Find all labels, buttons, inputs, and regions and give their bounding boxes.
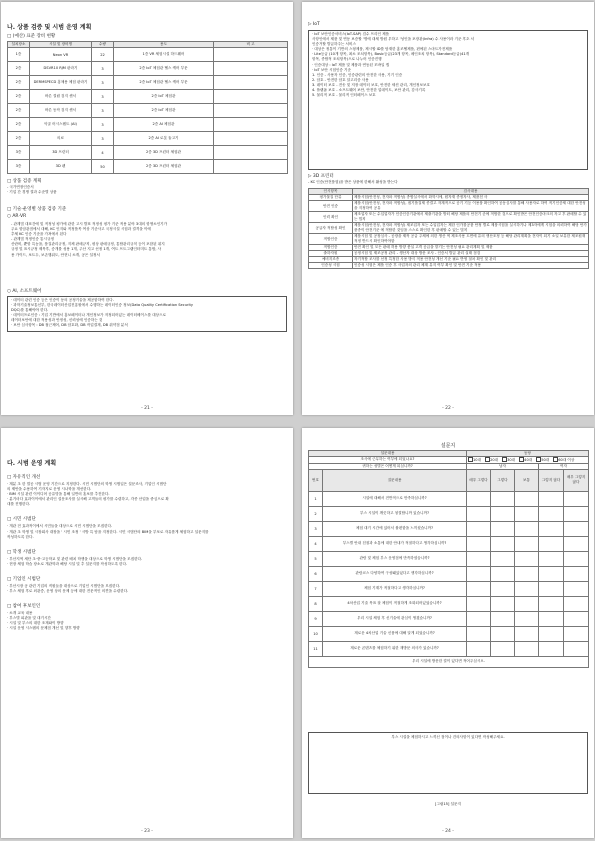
text-line: · 소개 교육 내용 (7, 611, 33, 616)
question-head-cell: 그렇지 않다 (539, 469, 564, 491)
table-cell: 2층 (8, 76, 30, 90)
answer-cell[interactable] (467, 581, 491, 596)
text-line: 4. 플랫폼 보호 - 소프트웨어 보안, 안전한 업데이트, 보안 관리, 감사기록 (312, 88, 426, 93)
table-cell: 22 (92, 48, 114, 62)
text-line: · IoT 보안인증서비스(IoT-SAP) 검수 프리인 제품 (312, 32, 390, 36)
table-cell (214, 90, 288, 104)
kc-cell: 안전 인증 (309, 201, 353, 212)
text-line: · 시설 운영 시스템의 문제점 개선 및 향후 방향 (7, 626, 80, 631)
answer-cell[interactable] (467, 536, 491, 551)
text-line: 항목, 종합적 조치항목)으로 나누어 인증진행 (312, 57, 382, 62)
kc-cell: 안전 확인 및 모든 판매 허용 방향 충실 고객 공급을 맡기는 안전성 필요 관리계획 및 제품 (353, 245, 589, 251)
answer-cell[interactable] (515, 521, 539, 536)
table-cell: 2층 AI 로봇 둘고기 (114, 132, 214, 146)
table-header-cell: 설치장소 (8, 42, 30, 48)
plan-block (7, 516, 287, 539)
table-row (8, 62, 288, 76)
text-line: 1. 인증 - 사용자 인증, 인증관련의 안전한 사용, 기기 인증 (312, 72, 403, 77)
table-caption: □ (예산) 표준 장비 현황 (7, 34, 56, 39)
page-number: - 22 - (442, 406, 454, 411)
page-22 (302, 2, 594, 415)
question-text: 4차산업 기술 목표 잘 체험이 적절하게 조화되어있었습니까? (323, 596, 467, 611)
question-head-cell: 매우 그렇다 (467, 469, 491, 491)
answer-cell[interactable] (491, 566, 515, 581)
age-option[interactable] (502, 458, 515, 462)
answer-cell[interactable] (467, 596, 491, 611)
question-text: 체험 대기 시간에 있어서 불편함을 느끼셨습니까? (323, 521, 467, 536)
plan-block-lines (7, 584, 287, 594)
answer-cell[interactable] (539, 536, 564, 551)
answer-cell[interactable] (467, 506, 491, 521)
answer-cell[interactable] (539, 506, 564, 521)
thanks-text: 우리 시설에 방문한 결이 있다면 적어주십시오. (309, 656, 589, 667)
answer-cell[interactable] (539, 521, 564, 536)
table-row (8, 76, 288, 90)
kc-row (309, 223, 589, 234)
answer-cell[interactable] (539, 551, 564, 566)
arvr-lines (11, 222, 287, 258)
iot-head: ▷ IoT (308, 22, 320, 27)
question-text: 우리 시설 체험 후 신기술에 관심이 생겼습니까? (323, 611, 467, 626)
question-text: 체험 기계가 적절하다고 생각하십니까? (323, 581, 467, 596)
answer-cell[interactable] (564, 506, 589, 521)
table-cell: 3D 프린터 (30, 146, 92, 160)
age-option-label: 30대 (507, 457, 516, 462)
plan-block-title: □ 기업인 시범단 (7, 576, 41, 582)
arvr-subtitle: ○ AR·VR (7, 214, 27, 219)
comment-box[interactable] (308, 732, 588, 794)
answer-cell[interactable] (515, 551, 539, 566)
text-line: 의 제안을 수용하여 기자지로 운영 시나학을 개선한다. (7, 487, 92, 492)
kc-header-cell: 인시항목 (309, 189, 353, 195)
text-line: 대를 진행한다. (7, 502, 31, 507)
page-number: - 24 - (442, 829, 454, 834)
text-line: 5. 물리적 보호 - 물리적 인터페이스 보호 (312, 93, 376, 98)
age-option[interactable] (536, 458, 549, 462)
plan-block-lines (7, 557, 287, 567)
answer-cell[interactable] (515, 506, 539, 521)
kc-cell: 제품시험 및 공장심사 - 공장을 제작 공급 주체에 의한 생산 역 제조사용 도면에 유의 생산조정 등 해당 관리계획을 전자이 되기 소일 보유한 제조원재 적정 반드시 확인하여야함 (353, 234, 589, 245)
figure-caption: [그림15] 설문지 (435, 802, 461, 806)
text-line: DQC)를 통해야야 한다. (11, 308, 49, 313)
question-head-cell: 번호 (309, 469, 323, 491)
answer-cell[interactable] (564, 521, 589, 536)
plan-block-lines (7, 482, 287, 507)
plan-block-title: □ 자유직인 개선 (7, 475, 41, 480)
answer-cell[interactable] (564, 581, 589, 596)
text-line: 작성하도록 한다. (7, 534, 34, 539)
text-line: 추체 KC 인증 기준을 가져에서 된다 (11, 232, 67, 237)
page-21 (1, 2, 293, 415)
kc-title: - KC 인증(안전품험)을 받은 상품에 한해서 활성을 받는다 (308, 180, 398, 184)
question-row (309, 596, 589, 611)
table-cell: 50 (92, 160, 114, 174)
table-cell: 3층 (8, 146, 30, 160)
age-question: 조사에 근무하는 여부에 되었나요? (309, 457, 467, 464)
respondent-label: 설문대용 (309, 451, 467, 457)
table-cell (214, 62, 288, 76)
comment-lead: 부스 시설을 체험하시고 느끼신 점이나 건의사항이 있다면 작성해주세요. (391, 735, 505, 739)
kc-table (308, 188, 589, 269)
answer-cell[interactable] (515, 536, 539, 551)
kc-row (309, 201, 589, 212)
text-line: · 인증대상 : IoT 제품 및 제품과 연동된 모바일 앱 (312, 62, 390, 67)
kc-row (309, 263, 589, 269)
ai-lines (11, 298, 283, 329)
question-number: 5 (309, 551, 323, 566)
text-line: 사항인에서 제품 및 연동 보증할 '명에 대체 방원 우하고 '성인을 포장관(Infra) 수 사용이라 기준 후초 서 (312, 37, 475, 42)
answer-cell[interactable] (539, 611, 564, 626)
section-title: 나. 상품 검증 및 시범 운영 계획 (7, 24, 92, 31)
kc-cell: 적합인증 (309, 234, 353, 245)
verify-title: □ 상품 검증 계획 (7, 179, 42, 184)
gender-male[interactable]: 남자 (467, 463, 539, 469)
table-cell: 의료 (30, 132, 92, 146)
answer-cell[interactable] (491, 536, 515, 551)
question-text: 관람코스 다양하여 구성돼있었다고 생각하십니까? (323, 566, 467, 581)
answer-cell[interactable] (515, 641, 539, 656)
plan-block (7, 549, 287, 567)
kc-row (309, 212, 589, 223)
answer-cell[interactable] (467, 611, 491, 626)
text-line: · 기업 간 경쟁 결과 수준별 상품 (7, 190, 57, 195)
age-option[interactable] (519, 458, 532, 462)
answer-cell[interactable] (539, 566, 564, 581)
answer-cell[interactable] (491, 626, 515, 641)
table-header-cell: 수량 (92, 42, 114, 48)
answer-cell[interactable] (515, 596, 539, 611)
answer-cell[interactable] (539, 581, 564, 596)
3d-subtitle: ▷ 3D 프린터 (308, 174, 334, 179)
table-cell: 3D 펜 (30, 160, 92, 174)
kc-cell: 출하자원 (309, 251, 353, 257)
plan-block-title: □ 참여 후보인인 (7, 604, 41, 610)
text-line: · 데이터프로인증 : 기업 기반에서 홍보페이터나 개인정보가 저정되어있는 데이터베이스를 대상으로 (11, 313, 166, 318)
kc-cell: 제품시험(안전성, 전자파 적합성) 종합실시에서 화학시에, 원자재 종정자사, 제품천 사 (353, 195, 589, 201)
page-number: - 21 - (141, 406, 153, 411)
answer-cell[interactable] (539, 626, 564, 641)
question-head-cell: 그렇다 (491, 469, 515, 491)
ai-subtitle: ○ AI, 소프트웨어 (7, 289, 42, 294)
answer-cell[interactable] (491, 581, 515, 596)
answer-cell[interactable] (564, 491, 589, 506)
gender-female[interactable]: 여자 (539, 463, 589, 469)
table-cell: DERMSPECD 홍채용 체험 판라기 (30, 76, 92, 90)
question-head-cell: 매우 그렇지 않다 (564, 469, 589, 491)
kc-cell: 인증성 시험은 제품 인증 후 사업자의 관리 체계 유지 여부 확인 및 안전 기준 적용 (353, 263, 589, 269)
question-number: 2 (309, 506, 323, 521)
kc-cell: 예비지조종 (309, 257, 353, 263)
table-cell: 2층 3D 프린터 체험관 (114, 146, 214, 160)
question-number: 6 (309, 566, 323, 581)
answer-cell[interactable] (515, 611, 539, 626)
survey-table (308, 450, 589, 668)
answer-cell[interactable] (491, 491, 515, 506)
table-cell: Neon VR (30, 48, 92, 62)
answer-cell[interactable] (491, 611, 515, 626)
answer-cell[interactable] (564, 596, 589, 611)
text-line: · 개관 초 학생 및 시장회사 대장을 ' 시민 조정 ' 시방 특 탐을 지정한다. 시민 시범단의 BIM을 부포로 자유롭게 체험하고 설문지를 (7, 529, 209, 534)
kc-cell: 공정시험 및 제조공정 관리 - 생산자 대상 방문 조사 - 인증서 발급 관리 실태 점검 (353, 251, 589, 257)
page-number: - 23 - (141, 829, 153, 834)
answer-cell[interactable] (491, 551, 515, 566)
text-line: · BIM 시설 관련 이이디어 공유망을 통해 일반의 홍보를 추진한다. (7, 492, 110, 497)
question-text: 시설에 대해서 전반적으로 만족하십니까? (323, 491, 467, 506)
question-number: 11 (309, 641, 323, 656)
table-cell: 2층 IoT 체험관 (114, 104, 214, 118)
plan-block (7, 474, 287, 507)
answer-cell[interactable] (564, 566, 589, 581)
survey-title: 설문지 (440, 443, 456, 449)
text-line: · 부스별 피관을 및 대기시간 (7, 616, 51, 621)
answer-cell[interactable] (467, 551, 491, 566)
table-row (8, 118, 288, 132)
table-header-cell: 비 고 (214, 42, 288, 48)
table-row (8, 48, 288, 62)
kc-cell: 인력 확인 (309, 212, 353, 223)
age-option[interactable] (468, 458, 481, 462)
page-24 (302, 428, 594, 838)
table-cell (214, 118, 288, 132)
ai-box (7, 296, 287, 332)
answer-cell[interactable] (467, 641, 491, 656)
table-cell: DSVR10 RJM 판라기 (30, 62, 92, 76)
table-cell: 2층 IoT 체험관 (114, 90, 214, 104)
question-row (309, 491, 589, 506)
table-header-cell: 용도 (114, 42, 214, 48)
table-header-cell: 시설 및 장비명 (30, 42, 92, 48)
text-line: · 과학기술정보통신부, 한국데이터산업진흥원에서 수행하는 데이터인증 정보(Data Quality Certification Security (11, 303, 194, 308)
question-number: 9 (309, 611, 323, 626)
text-line: 데이터보안에 대한 적용성과 안정성, 신뢰성에 인증하는 것 (11, 318, 103, 323)
answer-cell[interactable] (564, 626, 589, 641)
table-row (8, 104, 288, 118)
age-option-label: 10대 (473, 457, 482, 462)
table-cell: 3 (92, 90, 114, 104)
answer-cell[interactable] (539, 596, 564, 611)
kc-cell: 평가물질 단류 (309, 195, 353, 201)
question-number: 4 (309, 536, 323, 551)
table-cell: 3 (92, 104, 114, 118)
table-row (8, 90, 288, 104)
text-line: · 부산지역 세단 초·중·고등학교 및 관련 배치 학생을 대상으로 학생 시범단을 모집한다. (7, 556, 143, 561)
plan-block-title: □ 시민 시범단 (7, 517, 36, 523)
plan-block-lines (7, 611, 287, 631)
answer-cell[interactable] (564, 536, 589, 551)
question-row (309, 551, 589, 566)
text-line: 산란비, 뿐항 특농을, 품질관리규정, 지체 판매규칙, 평상 판매규정, 통합관리규칙 등이 포함된 취지 (11, 242, 165, 247)
text-line: · 데이터 관련 인증 등은 인증이 동의 공정기술을 제공함하여 한다. (11, 298, 114, 302)
table-cell: 2층 (8, 90, 30, 104)
answer-cell[interactable] (515, 566, 539, 581)
gender-question: 귀하는 성별은 어떻게 되십니까? (309, 463, 467, 469)
table-cell: 바른 동작 검지 센서 (30, 104, 92, 118)
answer-cell[interactable] (467, 491, 491, 506)
age-option-label: 40대 (524, 457, 533, 462)
answer-cell[interactable] (467, 521, 491, 536)
question-row (309, 521, 589, 536)
question-row (309, 566, 589, 581)
question-text: 재로운 콘텐츠를 체험하기 위한 재방문 의사가 있습니까? (323, 641, 467, 656)
table-cell: 2층 IoT 체험관 헬스 케어 부문 (114, 76, 214, 90)
question-number: 7 (309, 581, 323, 596)
age-option-label: 60대 이상 (558, 457, 575, 462)
kc-cell: 자기적합 조사를 선정 특정한 사용 방식 적용 안전성 개선 기준 필요 반영 절차 확인 및 관리 (353, 257, 589, 263)
text-line: · 부스 체험 후로 외관층, 운영 상의 문제 등에 대한 전문적인 의견을 수렴한다. (7, 589, 129, 594)
type-label: 동당 (467, 451, 589, 457)
question-text: 관람 및 체험 부스 운영점에 만족하셨습니까? (323, 551, 467, 566)
text-line: · Lite등급 (10개 항목, 최소 조치항목), Basic등급(23개 항목, 메인조치 항목), Standard등급(41개 (312, 52, 470, 57)
text-line: 용 가이드, 보트두, 보존행위도, 안현니 소개, 공은 설정서 (11, 252, 100, 257)
text-line: · 현장 체험 학습 장소로 개관학과 해당 시설 및 추 설문지를 작성하도록 한다. (7, 561, 128, 566)
iot-lines (312, 32, 584, 98)
plan-block (7, 603, 287, 631)
table-cell: 3 (92, 62, 114, 76)
age-option-label: 20대 (490, 457, 499, 462)
table-cell: 악골 어시스템트 (AI) (30, 118, 92, 132)
text-line: · 부산시장 공 관련 기업의 직원들을 대상으로 기업인 시범단을 모집한다. (7, 583, 121, 588)
plan-blocks (7, 474, 287, 641)
table-cell: 3 (92, 118, 114, 132)
kc-cell: 제품시험(안전성, 전자파 적합성), 접기품질제 종결고 자계적으로 공기 기등 이용품 확인하여 공동심사를 통해 사용자로 하여 적기인증제 대한 안전성을 지정하여 공유 (353, 201, 589, 212)
answer-cell[interactable] (564, 611, 589, 626)
thanks-row (309, 656, 589, 667)
question-number: 10 (309, 626, 323, 641)
text-line: 2. 암호 - 안전한 암호 알고리즘 사용 (312, 77, 369, 82)
kc-cell: 제조업자 또는 수입업자가 인증인증기관에서 제출기관을 방터 해당 제품의 안전기 준에 적합한 것으로 확인받은 안전인증마크의 자고 후 판매할 수 있는 법칙 (353, 212, 589, 223)
text-line: · IoT 보안 시험인증 기준 (312, 67, 351, 72)
table-cell: 2층 (8, 118, 30, 132)
age-option[interactable] (485, 458, 498, 462)
table-cell (214, 48, 288, 62)
table-cell: 1층 VR 체험시설 하드웨어 (114, 48, 214, 62)
table-cell: 2층 IoT 체험관 헬스 케어 부문 (114, 62, 214, 76)
answer-cell[interactable] (491, 596, 515, 611)
question-number: 1 (309, 491, 323, 506)
question-text: 재로운 4차산업 기술 신품에 대해 알게 되었습니까? (323, 626, 467, 641)
question-text: 부스 시설이 깨끗하고 청결합니까 있습니까? (323, 506, 467, 521)
table-cell (214, 104, 288, 118)
question-head-cell: 질문내용 (323, 469, 467, 491)
iot-box (308, 30, 588, 170)
table-cell: 바른 결림 검지 센서 (30, 90, 92, 104)
question-row (309, 506, 589, 521)
text-line: · 개관 전 효과적이에서 시민들을 대상으로 시민 시범단을 모집한다. (7, 524, 113, 529)
table-cell (214, 132, 288, 146)
table-row (8, 132, 288, 146)
question-head-row (309, 469, 589, 491)
answer-cell[interactable] (539, 491, 564, 506)
answer-cell[interactable] (564, 641, 589, 656)
table-cell: 2층 (8, 62, 30, 76)
answer-cell[interactable] (491, 506, 515, 521)
text-line: 규정 및 표시규정 제목후, 증개를 성용 1개, 주산 지고 선정 1개, 여트 프트그램인터미트 통합, 사 (11, 247, 162, 252)
verify-lines (7, 185, 287, 195)
text-line: · 시설 및 부스의 대한 조재와이 방향 (7, 621, 64, 626)
question-row (309, 626, 589, 641)
question-head-cell: 보통 (515, 469, 539, 491)
kc-cell: 공급자 적합성 확인 (309, 223, 353, 234)
text-line: · 대상은 정통이 기반의 스형제품, 제시할 ID를 탐재한 홍조헬제품, 편에된 스마트가전제품 (312, 47, 453, 52)
question-text: 부스별 안내 친절과 소통에 대한 안내가 적절하다고 생각하십니까? (323, 536, 467, 551)
question-number: 8 (309, 596, 323, 611)
table-cell (214, 146, 288, 160)
question-row (309, 536, 589, 551)
text-line: 인증거할 발급하주는 서비스 (312, 42, 356, 47)
table-cell (214, 160, 288, 174)
text-line: · 분기마다 효과이이에서 관리인 설문조사를 실시해 고객들의 평가를 수렴하고, 각종 산업을 중심으로 확 (7, 497, 169, 502)
age-options[interactable] (467, 457, 589, 464)
answer-cell[interactable] (491, 521, 515, 536)
age-option-label: 50대 (541, 457, 550, 462)
table-cell: 2층 3D 프린터 체험관 (114, 160, 214, 174)
table-cell: 2층 (8, 132, 30, 146)
table-cell: 3층 (8, 160, 30, 174)
verify2-title: □ 기술·운영별 상품 검증 기준 (7, 207, 67, 212)
answer-cell[interactable] (467, 566, 491, 581)
question-row (309, 581, 589, 596)
text-line: - 관계법 대표간에 및 적정성 평가에 관한 고시 발표 적정성 평가 기준 적용 분야 3대의 항생소인기가 (11, 222, 168, 226)
table-row (8, 160, 288, 174)
kc-cell: 인증성 시험 (309, 263, 353, 269)
table-cell: 4 (92, 146, 114, 160)
text-line: 3. 데이터 보호 - 전송 및 저장 데이터 보호, 안전한 세션 관리, 개인정보보호 (312, 82, 430, 87)
answer-cell[interactable] (564, 551, 589, 566)
text-line: · 계분 초 한 멸공 시범 운영 기간으로 지정한다. 시민 시범단의 학생 시범입은 설문조사, 기업인 시범단 (7, 482, 167, 486)
answer-cell[interactable] (491, 641, 515, 656)
plan-block-lines (7, 524, 287, 539)
answer-cell[interactable] (515, 581, 539, 596)
kc-cell: 적합인증 (309, 245, 353, 251)
table-cell (214, 76, 288, 90)
answer-cell[interactable] (467, 626, 491, 641)
section-title: 다. 시범 운영 계획 (7, 460, 57, 467)
text-line: · 보안 심사항목 : DB 접근제어, DB 암호화, DB 작업결재, DB 취약점 분석 (11, 323, 128, 328)
answer-cell[interactable] (539, 641, 564, 656)
equipment-table (7, 41, 288, 174)
question-row (309, 611, 589, 626)
plan-block-title: □ 학생 시범단 (7, 549, 36, 555)
table-row (8, 146, 288, 160)
kc-cell: 제품시험(안전성, 전자파 적합성) 제조업자 또는 수입업자는 제한 인가를공품 안정 별로 제품시험을 실시하기나 제3자에게 시험을 의뢰하여 해당 안가품종이 안전기준 에 적합한 것임을 스스로 확인한 후 판매할 수 있는 법칙 (354, 223, 587, 232)
text-line: 주요 항암관점에서 대해, KC 인지와 적정품목 여상 기준사고 국정시설 시험과 결격을 이에 (11, 227, 151, 232)
table-cell: 2층 (8, 104, 30, 118)
table-cell: 3 (92, 76, 114, 90)
text-line: - 관계법 적정인증 통시규정 (11, 237, 54, 242)
table-cell: 3 (92, 132, 114, 146)
kc-header-cell: 검사대용 (353, 189, 589, 195)
text-line: - 국가연장인증서 (7, 185, 34, 189)
plan-block (7, 576, 287, 594)
page-23 (1, 428, 293, 838)
age-option[interactable] (553, 458, 574, 462)
table-cell: 1층 (8, 48, 30, 62)
table-cell: 2층 AI 체험관 (114, 118, 214, 132)
question-row (309, 641, 589, 656)
kc-row (309, 234, 589, 245)
answer-cell[interactable] (515, 491, 539, 506)
answer-cell[interactable] (515, 626, 539, 641)
question-number: 3 (309, 521, 323, 536)
